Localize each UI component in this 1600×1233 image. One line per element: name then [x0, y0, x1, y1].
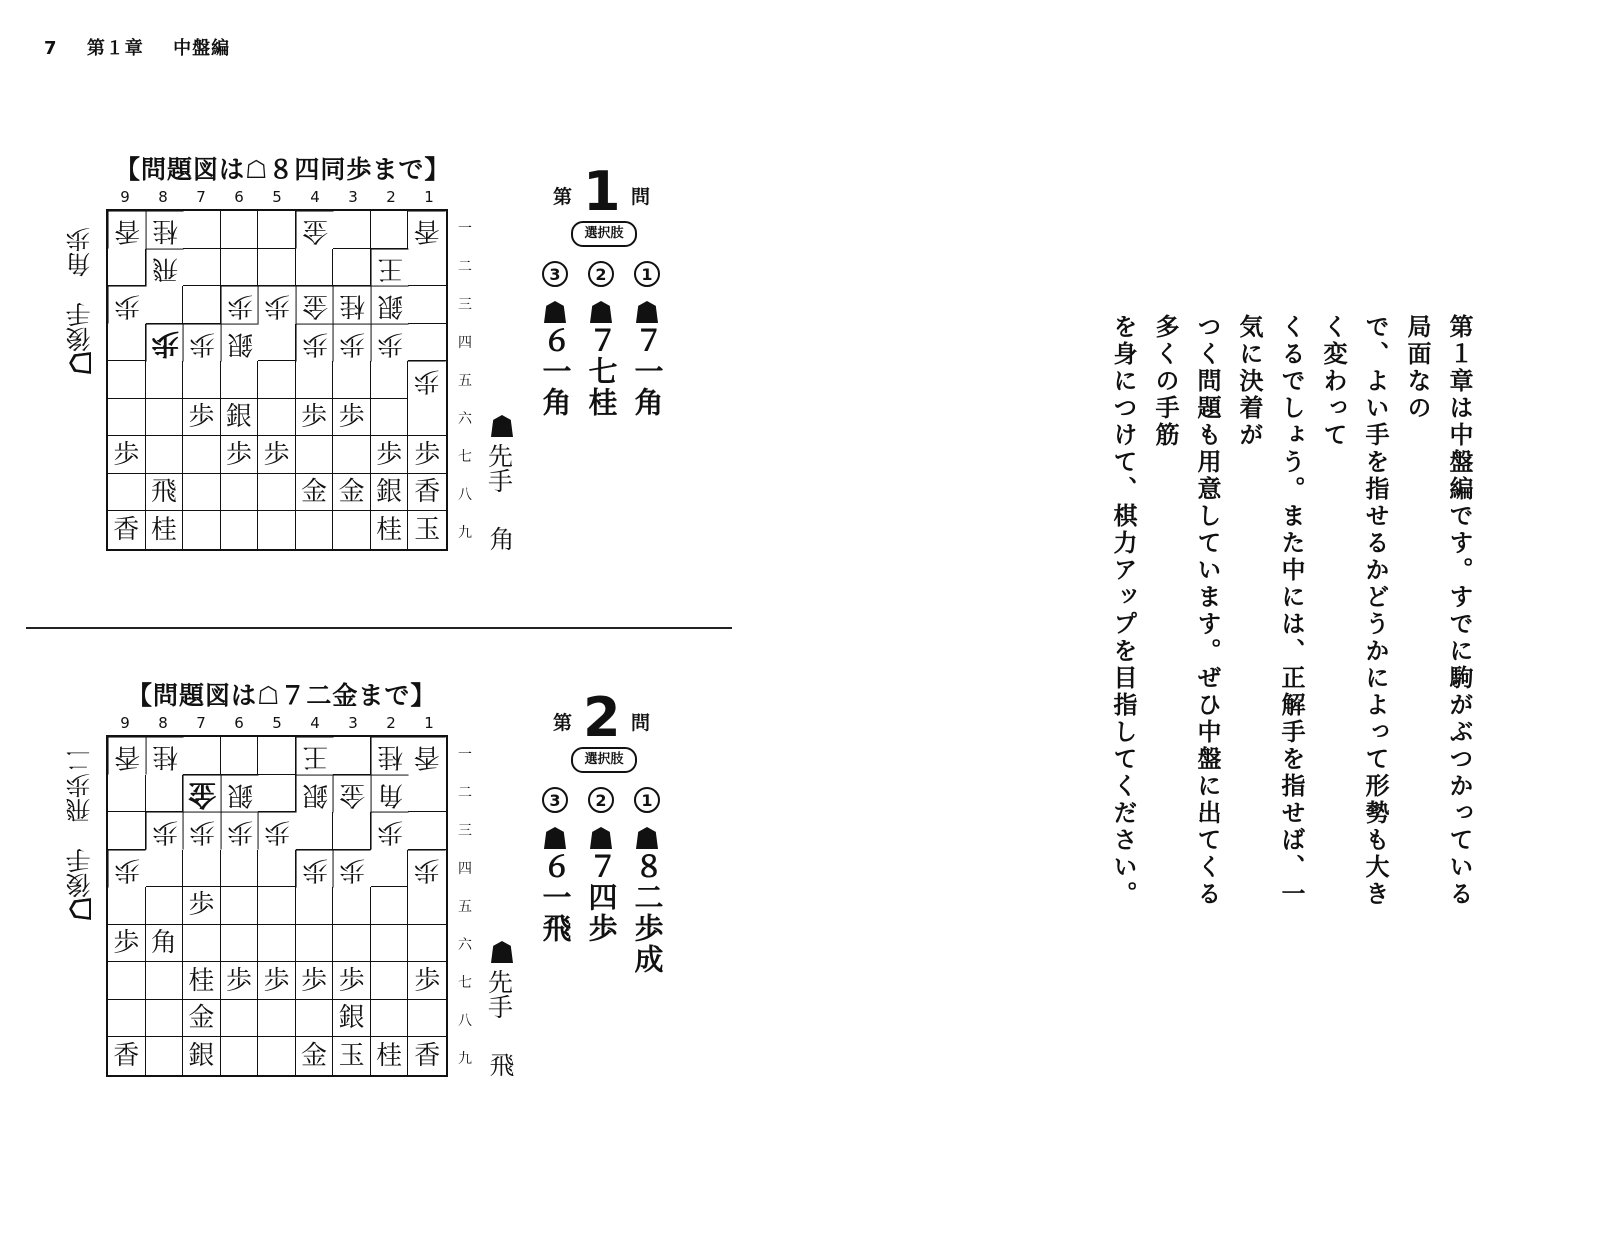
board-square	[108, 962, 146, 1000]
board-square	[371, 850, 409, 888]
board-square	[146, 1037, 184, 1075]
board-square	[371, 925, 409, 963]
board-square	[296, 361, 334, 399]
answer-choices	[540, 787, 666, 1007]
gote-piece: 歩	[108, 286, 146, 324]
answer-choice	[630, 787, 665, 975]
sente-label: 先手	[484, 443, 514, 493]
gote-hand	[62, 740, 96, 920]
shogi-board	[106, 209, 448, 551]
board-square	[371, 361, 409, 399]
sente-piece: 銀	[221, 399, 259, 437]
board-square	[221, 474, 259, 512]
question-suffix: 問	[631, 712, 651, 734]
column-number: 9	[120, 188, 130, 206]
board-square	[183, 474, 221, 512]
sente-piece: 桂	[146, 511, 184, 549]
gote-piece: 銀	[371, 286, 409, 324]
section-label: 中盤編	[173, 38, 231, 59]
row-number: 九	[458, 1051, 472, 1067]
gote-piece: 歩	[296, 850, 334, 888]
board-square	[333, 211, 371, 249]
sente-piece: 銀	[333, 1000, 371, 1038]
question-prefix: 第	[553, 186, 573, 208]
sente-piece: 香	[414, 1041, 441, 1072]
board-square	[408, 324, 446, 362]
sente-piece: 歩	[408, 436, 446, 474]
board-square	[333, 925, 371, 963]
question-number: 1	[583, 160, 621, 223]
board-square	[146, 850, 184, 888]
sente-piece-icon	[590, 827, 612, 849]
gote-piece: 王	[296, 737, 334, 775]
sente-piece: 角	[146, 925, 184, 963]
gote-piece: 歩	[183, 812, 221, 850]
board-square	[371, 962, 409, 1000]
sente-piece-icon	[544, 301, 566, 323]
sente-piece: 金	[183, 1000, 221, 1038]
board-square	[333, 737, 371, 775]
board-square	[221, 249, 259, 287]
column-number: 3	[348, 714, 358, 732]
board-square	[371, 1000, 409, 1038]
sente-piece: 桂	[371, 1037, 409, 1075]
column-number: 8	[158, 714, 168, 732]
column-number: 3	[348, 188, 358, 206]
row-number: 三	[458, 297, 472, 313]
gote-piece-icon	[69, 352, 91, 374]
column-number: 6	[234, 714, 244, 732]
sente-piece-icon	[491, 415, 513, 437]
column-numbers	[106, 188, 448, 208]
row-number: 八	[458, 487, 472, 503]
board-square	[408, 887, 446, 925]
gote-piece: 香	[108, 211, 146, 249]
choice-move: ７一角	[630, 325, 665, 418]
shogi-board	[106, 735, 448, 1077]
board-square	[408, 286, 446, 324]
board-square	[258, 775, 296, 813]
board-square	[108, 474, 146, 512]
row-number: 七	[458, 975, 472, 991]
board-square	[108, 324, 146, 362]
gote-hand-pieces: 角歩	[65, 227, 94, 277]
sente-label: 先手	[484, 969, 514, 1019]
gote-piece: 飛	[146, 249, 184, 287]
board-square	[258, 1000, 296, 1038]
sente-piece: 歩	[221, 962, 259, 1000]
column-number: 7	[196, 188, 206, 206]
board-square	[221, 737, 259, 775]
gote-piece: 金	[183, 775, 221, 813]
sente-piece: 歩	[108, 436, 146, 474]
choice-move: ７四歩	[584, 851, 619, 944]
board-square	[183, 249, 221, 287]
board-square	[258, 887, 296, 925]
sente-piece: 香	[408, 474, 446, 512]
sente-piece: 歩	[183, 399, 221, 437]
sente-piece: 歩	[221, 436, 259, 474]
board-square	[296, 812, 334, 850]
column-number: 9	[120, 714, 130, 732]
gote-hand	[62, 214, 96, 374]
board-square	[146, 1000, 184, 1038]
row-numbers	[455, 209, 475, 551]
board-square	[296, 925, 334, 963]
choice-number: 3	[542, 261, 568, 287]
gote-piece: 桂	[371, 737, 409, 775]
gote-piece: 香	[408, 737, 446, 775]
question-prefix: 第	[553, 712, 573, 734]
sente-piece: 歩	[333, 399, 371, 437]
board-square	[108, 1000, 146, 1038]
row-number: 一	[458, 221, 472, 237]
gote-piece: 歩	[333, 850, 371, 888]
board-square	[221, 361, 259, 399]
choice-move: ６一飛	[538, 851, 573, 944]
answer-choice	[584, 261, 619, 418]
gote-piece: 歩	[221, 812, 259, 850]
column-number: 5	[272, 714, 282, 732]
gote-piece: 香	[108, 737, 146, 775]
board-square	[221, 925, 259, 963]
gote-piece: 桂	[333, 286, 371, 324]
choice-number: 2	[588, 787, 614, 813]
gote-piece: 銀	[221, 775, 259, 813]
intro-line: くるでしょう。また中には、正解手を指せば、一気に決着が	[1235, 314, 1305, 908]
answer-choice	[538, 787, 573, 944]
gote-piece-icon	[69, 898, 91, 920]
sente-piece: 歩	[333, 962, 371, 1000]
answer-choice	[538, 261, 573, 418]
gote-hand-pieces: 飛歩二	[65, 748, 94, 823]
sente-piece: 桂	[371, 511, 409, 549]
choice-move: ８二歩成	[630, 851, 665, 975]
row-number: 五	[458, 899, 472, 915]
sente-piece: 香	[108, 511, 146, 549]
intro-line: で、よい手を指せるかどうかによって形勢も大きく変わって	[1319, 314, 1389, 908]
gote-piece: 香	[408, 211, 446, 249]
gote-piece: 金	[296, 286, 334, 324]
gote-piece: 歩	[183, 324, 221, 362]
sente-piece: 歩	[108, 925, 146, 963]
column-numbers	[106, 714, 448, 734]
sente-piece: 金	[296, 474, 334, 512]
board-square	[183, 925, 221, 963]
question-title	[553, 686, 663, 750]
sente-piece: 歩	[258, 962, 296, 1000]
gote-piece: 歩	[371, 324, 409, 362]
sente-piece: 玉	[414, 515, 441, 546]
sente-piece: 歩	[258, 436, 296, 474]
sente-piece-icon	[636, 827, 658, 849]
intro-line: つく問題も用意しています。ぜひ中盤に出てくる多くの手筋	[1151, 314, 1221, 908]
board-square	[221, 211, 259, 249]
board-square	[146, 436, 184, 474]
board-square	[408, 775, 446, 813]
gote-label: 後手	[65, 302, 94, 352]
board-square	[333, 249, 371, 287]
board-square	[333, 436, 371, 474]
board-square	[371, 399, 409, 437]
row-number: 三	[458, 823, 472, 839]
board-square	[146, 962, 184, 1000]
column-number: 5	[272, 188, 282, 206]
intro-line: 第１章は中盤編です。すでに駒がぶつかっている局面なの	[1403, 314, 1473, 908]
board-square	[333, 812, 371, 850]
sente-piece: 歩	[296, 962, 334, 1000]
board-square	[183, 737, 221, 775]
gote-label: 後手	[65, 848, 94, 898]
choices-badge: 選択肢	[571, 747, 637, 773]
board-square	[258, 1037, 296, 1075]
gote-piece: 歩	[371, 812, 409, 850]
row-number: 一	[458, 747, 472, 763]
board-square	[408, 1000, 446, 1038]
column-number: 8	[158, 188, 168, 206]
gote-piece: 歩	[333, 324, 371, 362]
question-suffix: 問	[631, 186, 651, 208]
row-number: 四	[458, 335, 472, 351]
choice-move: ６一角	[538, 325, 573, 418]
sente-piece: 玉	[333, 1037, 371, 1075]
board-square	[408, 249, 446, 287]
sente-hand-pieces: 角	[489, 525, 515, 554]
row-number: 四	[458, 861, 472, 877]
gote-piece: 歩	[221, 286, 259, 324]
board-square	[333, 361, 371, 399]
board-square	[258, 737, 296, 775]
board-square	[296, 249, 334, 287]
gote-piece: 歩	[408, 850, 446, 888]
sente-piece-icon	[590, 301, 612, 323]
sente-piece: 銀	[371, 474, 409, 512]
choices-badge: 選択肢	[571, 221, 637, 247]
gote-piece: 角	[371, 775, 409, 813]
board-square	[371, 887, 409, 925]
board-square	[408, 925, 446, 963]
board-square	[371, 211, 409, 249]
board-square	[258, 324, 296, 362]
sente-piece: 香	[108, 1037, 146, 1075]
board-square	[183, 850, 221, 888]
sente-piece: 歩	[296, 399, 334, 437]
chapter-intro-text	[1102, 314, 1480, 934]
board-square	[296, 1000, 334, 1038]
row-number: 五	[458, 373, 472, 389]
problem-2	[0, 526, 740, 1086]
problem-caption: 【問題図は☖７二金まで】	[127, 681, 437, 710]
board-square	[221, 850, 259, 888]
column-number: 7	[196, 714, 206, 732]
problem-1	[0, 0, 740, 560]
row-number: 七	[458, 449, 472, 465]
row-number: 六	[458, 411, 472, 427]
row-number: 九	[458, 525, 472, 541]
board-square	[108, 775, 146, 813]
gote-piece: 歩	[146, 324, 184, 362]
intro-line: を身につけて、棋力アップを目指してください。	[1109, 314, 1137, 908]
sente-piece: 歩	[371, 436, 409, 474]
gote-piece: 歩	[258, 286, 296, 324]
board-square	[183, 211, 221, 249]
sente-piece-icon	[544, 827, 566, 849]
column-number: 2	[386, 714, 396, 732]
choice-move: ７七桂	[584, 325, 619, 418]
board-square	[108, 399, 146, 437]
gote-piece: 歩	[146, 812, 184, 850]
sente-piece: 飛	[146, 474, 184, 512]
board-square	[108, 812, 146, 850]
sente-piece: 歩	[183, 887, 221, 925]
chapter-label: 第１章	[86, 38, 144, 59]
board-square	[296, 887, 334, 925]
board-square	[221, 1000, 259, 1038]
gote-piece: 金	[333, 775, 371, 813]
board-square	[183, 361, 221, 399]
sente-hand-pieces: 飛	[489, 1051, 515, 1080]
sente-piece: 銀	[183, 1037, 221, 1075]
board-square	[183, 286, 221, 324]
board-square	[296, 436, 334, 474]
board-square	[408, 399, 446, 437]
answer-choice	[630, 261, 665, 418]
question-title	[553, 160, 663, 224]
board-square	[146, 887, 184, 925]
board-square	[146, 361, 184, 399]
sente-piece: 金	[296, 1037, 334, 1075]
choice-number: 1	[634, 261, 660, 287]
row-number: 二	[458, 785, 472, 801]
gote-piece: 王	[371, 249, 409, 287]
sente-hand	[485, 940, 519, 1080]
gote-piece: 銀	[296, 775, 334, 813]
sente-piece: 桂	[183, 962, 221, 1000]
board-square	[108, 887, 146, 925]
sente-piece: 金	[333, 474, 371, 512]
row-number: 二	[458, 259, 472, 275]
board-square	[258, 474, 296, 512]
row-number: 六	[458, 937, 472, 953]
gote-piece: 銀	[221, 324, 259, 362]
column-number: 2	[386, 188, 396, 206]
gote-piece: 桂	[146, 211, 184, 249]
board-square	[108, 361, 146, 399]
column-number: 4	[310, 714, 320, 732]
gote-piece: 桂	[146, 737, 184, 775]
row-number: 八	[458, 1013, 472, 1029]
gote-piece: 歩	[296, 324, 334, 362]
board-square	[408, 812, 446, 850]
page-number: 7	[44, 38, 58, 59]
gote-piece: 歩	[258, 812, 296, 850]
board-square	[258, 399, 296, 437]
problem-caption: 【問題図は☖８四同歩まで】	[115, 155, 451, 184]
gote-piece: 金	[296, 211, 334, 249]
sente-piece-icon	[491, 941, 513, 963]
board-square	[221, 887, 259, 925]
choice-number: 1	[634, 787, 660, 813]
column-number: 1	[424, 188, 434, 206]
board-square	[333, 887, 371, 925]
gote-piece: 歩	[108, 850, 146, 888]
choice-number: 3	[542, 787, 568, 813]
gote-piece: 歩	[408, 361, 446, 399]
board-square	[258, 925, 296, 963]
board-square	[258, 361, 296, 399]
column-number: 1	[424, 714, 434, 732]
board-square	[221, 1037, 259, 1075]
row-numbers	[455, 735, 475, 1077]
board-square	[258, 850, 296, 888]
board-square	[146, 775, 184, 813]
choice-number: 2	[588, 261, 614, 287]
board-square	[258, 249, 296, 287]
column-number: 6	[234, 188, 244, 206]
board-square	[146, 286, 184, 324]
answer-choice	[584, 787, 619, 944]
answer-choices	[540, 261, 666, 481]
sente-piece: 歩	[408, 962, 446, 1000]
board-square	[183, 436, 221, 474]
column-number: 4	[310, 188, 320, 206]
question-number: 2	[583, 686, 621, 749]
board-square	[108, 249, 146, 287]
board-square	[146, 399, 184, 437]
board-square	[258, 211, 296, 249]
sente-piece-icon	[636, 301, 658, 323]
